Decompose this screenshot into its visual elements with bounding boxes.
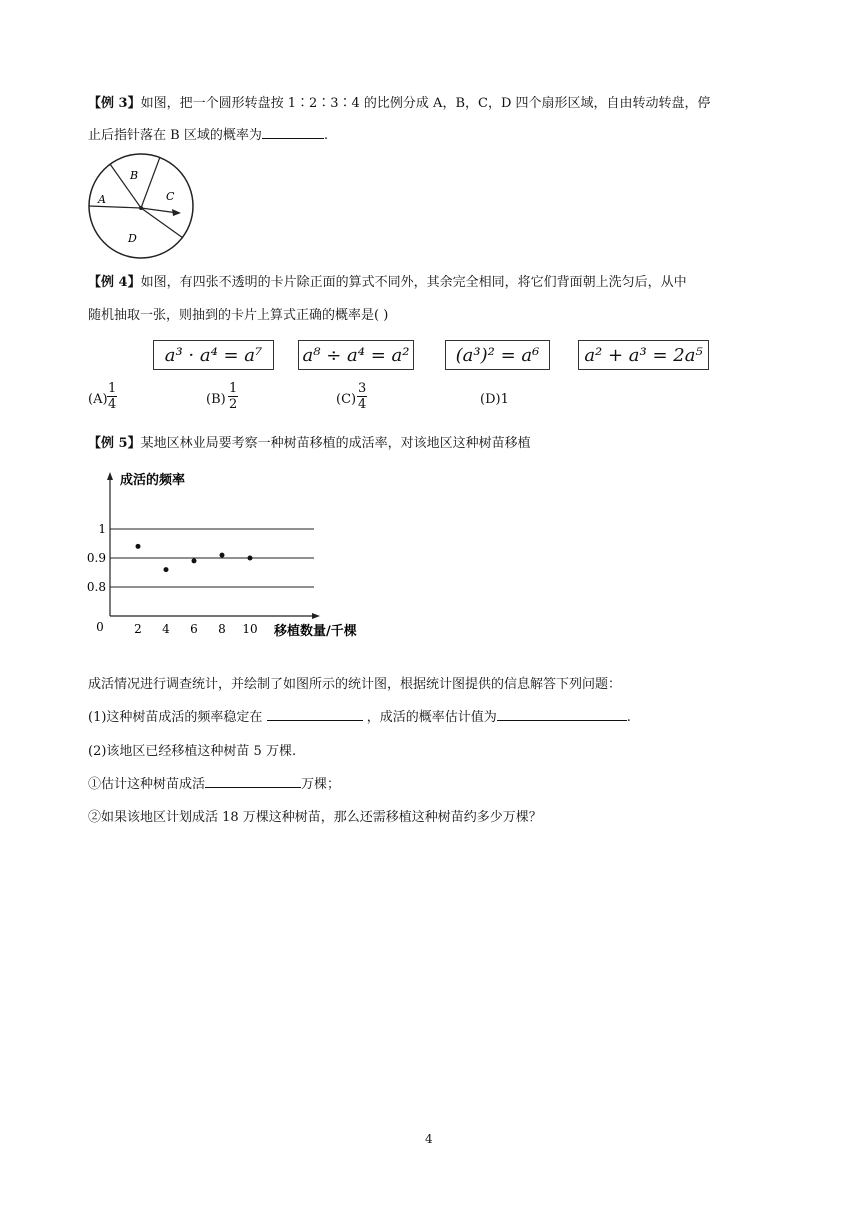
example-3-line2: 止后指针落在 B 区域的概率为 . [88,128,328,143]
spinner-figure [86,150,196,262]
origin-label: 0 [96,620,104,634]
card-4: a² + a³ = 2a⁵ [578,340,709,370]
example-5-text: 某地区林业局要考察一种树苗移植的成活率，对该地区这种树苗移植 [140,436,531,451]
example-4-title: 【例 4】 [88,275,141,290]
option-c-label[interactable]: (C) [336,392,357,407]
card-2: a⁸ ÷ a⁴ = a² [298,340,414,370]
data-point [192,558,197,563]
data-point [136,544,141,549]
example-3-text: 如图，把一个圆形转盘按 1∶2∶3∶4 的比例分成 A，B，C，D 四个扇形区域，自由转动转盘，停 [140,96,711,111]
question-2-2: ②如果该地区计划成活 18 万棵这种树苗，那么还需移植这种树苗约多少万棵？ [88,810,542,825]
example-4-text: 如图，有四张不透明的卡片除正面的算式不同外，其余完全相同，将它们背面朝上洗匀后，从中 [140,275,687,290]
card-3: (a³)² = a⁶ [445,340,550,370]
data-point [164,567,169,572]
example-4-line1 [88,271,687,290]
x-tick-label: 6 [190,622,198,636]
sector-label-c: C [166,190,175,203]
y-tick-label: 0.9 [86,551,106,565]
question-2: (2)该地区已经移植这种树苗 5 万棵. [88,744,297,759]
pointer-center [139,206,143,210]
x-tick-label: 2 [134,622,142,636]
frequency-chart [86,466,396,648]
y-tick-label: 1 [98,522,106,536]
y-tick-label: 0.8 [86,580,106,594]
option-d[interactable]: (D)1 [480,392,509,407]
example-5-line1 [88,432,531,451]
answer-blank[interactable] [262,126,324,139]
sector-line-a [89,206,141,208]
data-point [248,556,253,561]
sector-label-a: A [98,193,106,206]
page-number: 4 [425,1132,433,1146]
pointer-arrow-icon [172,209,181,216]
option-b-fraction: $\frac{1}{2}$ [229,381,238,412]
option-b-label[interactable]: (B) [206,392,226,407]
question-1: (1)这种树苗成活的频率稳定在 ，成活的概率估计值为 . [88,710,631,725]
example-5-description: 成活情况进行调查统计，并绘制了如图所示的统计图，根据统计图提供的信息解答下列问题： [88,677,622,692]
sector-label-b: B [130,169,139,182]
question-2-1: ①估计这种树苗成活 万棵； [88,777,341,792]
y-axis-label: 成活的频率 [120,473,186,488]
sector-label-d: D [128,232,137,245]
x-axis-label: 移植数量/千棵 [274,624,357,639]
answer-blank[interactable] [497,708,627,721]
data-point [220,553,225,558]
example-3-line1 [88,92,711,111]
answer-blank[interactable] [267,708,363,721]
option-a-fraction: $\frac{1}{4}$ [108,381,117,412]
example-4-line2: 随机抽取一张，则抽到的卡片上算式正确的概率是( ) [88,308,389,323]
option-a-label[interactable]: (A) [88,392,108,407]
card-1: a³ · a⁴ = a⁷ [153,340,274,370]
example-3-title: 【例 3】 [88,96,141,111]
x-axis-arrow-icon [312,613,320,619]
x-tick-label: 4 [162,622,170,636]
option-c-fraction: $\frac{3}{4}$ [358,381,367,412]
example-5-title: 【例 5】 [88,436,141,451]
x-tick-label: 8 [218,622,226,636]
answer-blank[interactable] [205,775,301,788]
example-3-question: 止后指针落在 B 区域的概率为 [88,128,262,143]
y-axis-arrow-icon [107,472,113,480]
sector-line-c [141,157,160,208]
x-tick-label: 10 [242,622,258,636]
